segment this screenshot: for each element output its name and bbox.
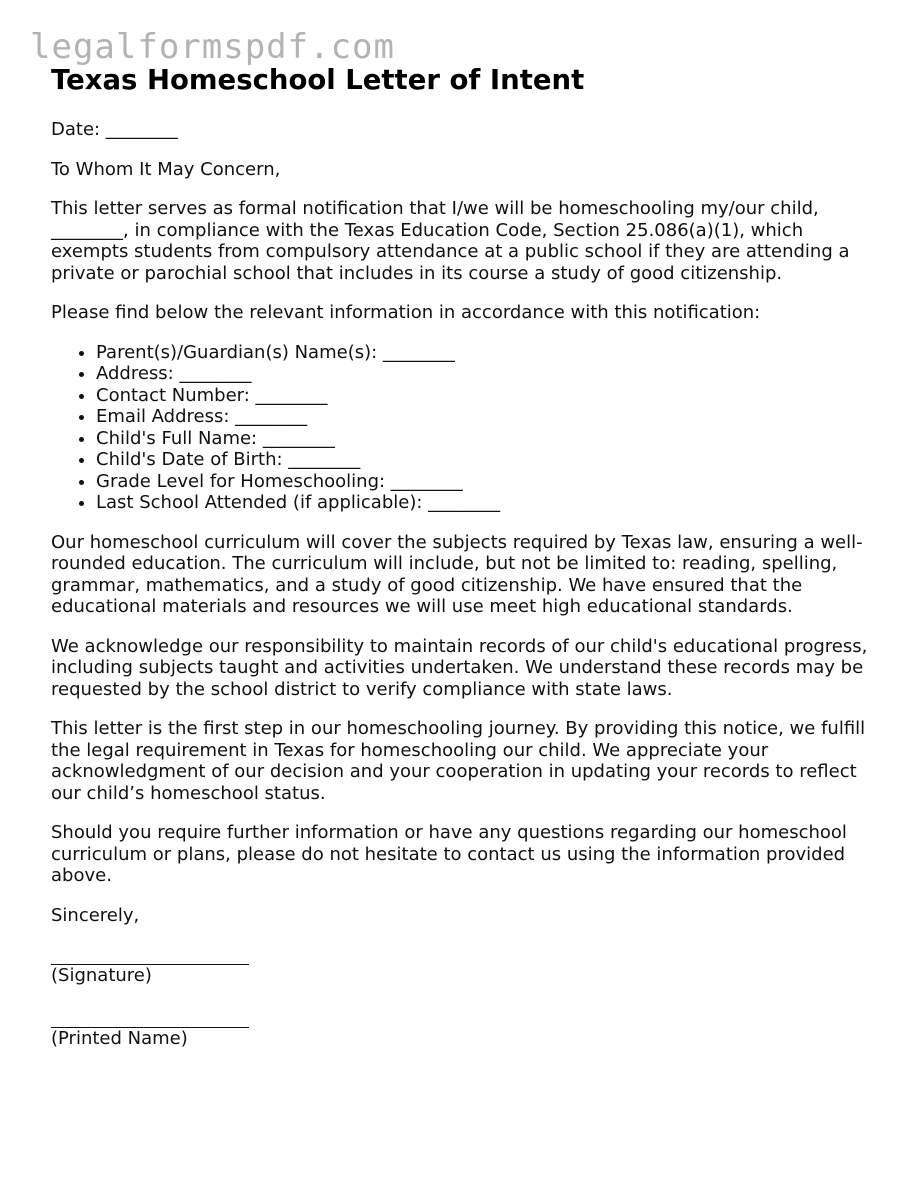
list-item: • Address: ________ bbox=[96, 363, 871, 385]
list-item: • Grade Level for Homeschooling: ________ bbox=[96, 471, 871, 493]
info-list bbox=[51, 342, 871, 514]
list-item: • Child's Full Name: ________ bbox=[96, 428, 871, 450]
signature-label: (Signature) bbox=[51, 965, 152, 986]
signature-block bbox=[51, 944, 871, 1049]
closing-paragraph: Should you require further information or have any questions regarding our homeschool curriculum or plans, please do not hesitate to contact us using the information provided above. bbox=[51, 822, 847, 886]
date-line: Date: ________ bbox=[51, 119, 178, 140]
info-intro: Please find below the relevant information in accordance with this notification: bbox=[51, 302, 761, 323]
list-item: • Last School Attended (if applicable): ________ bbox=[96, 492, 871, 514]
list-item: • Parent(s)/Guardian(s) Name(s): ________ bbox=[96, 342, 871, 364]
printed-name-line bbox=[51, 1007, 249, 1028]
printed-name-label: (Printed Name) bbox=[51, 1027, 188, 1049]
salutation: To Whom It May Concern, bbox=[51, 158, 281, 180]
watermark-logo: legalformspdf.com bbox=[30, 27, 395, 67]
sign-off: Sincerely, bbox=[51, 904, 140, 926]
list-item: • Contact Number: ________ bbox=[96, 385, 871, 407]
intro-paragraph: This letter serves as formal notification that I/we will be homeschooling my/our child, ________, in compliance with the Texas Education Code, Section 25.086(a)(1), which exempts students from compulsory attendance at a public school if they are attending a private or parochial school that includes in its course a study of good citizenship. bbox=[51, 198, 850, 284]
document-title: Texas Homeschool Letter of Intent bbox=[51, 64, 585, 96]
signature-line bbox=[51, 944, 249, 965]
first-step-paragraph: This letter is the first step in our homeschooling journey. By providing this notice, we fulfill the legal requirement in Texas for homeschooling our child. We appreciate your acknowledgment of our decision and your cooperation in updating your records to reflect our child’s homeschool status. bbox=[51, 718, 866, 804]
letter-document bbox=[51, 60, 871, 1049]
records-paragraph: We acknowledge our responsibility to maintain records of our child's educational progress, including subjects taught and activities undertaken. We understand these records may be requested by the school district to verify compliance with state laws. bbox=[51, 635, 868, 700]
list-item: • Email Address: ________ bbox=[96, 406, 871, 428]
curriculum-paragraph: Our homeschool curriculum will cover the subjects required by Texas law, ensuring a well-rounded education. The curriculum will include, but not be limited to: reading, spelling, grammar, mathematics, and a study of good citizenship. We have ensured that the educational materials and resources we will use meet high educational standards. bbox=[51, 531, 863, 617]
list-item: • Child's Date of Birth: ________ bbox=[96, 449, 871, 471]
